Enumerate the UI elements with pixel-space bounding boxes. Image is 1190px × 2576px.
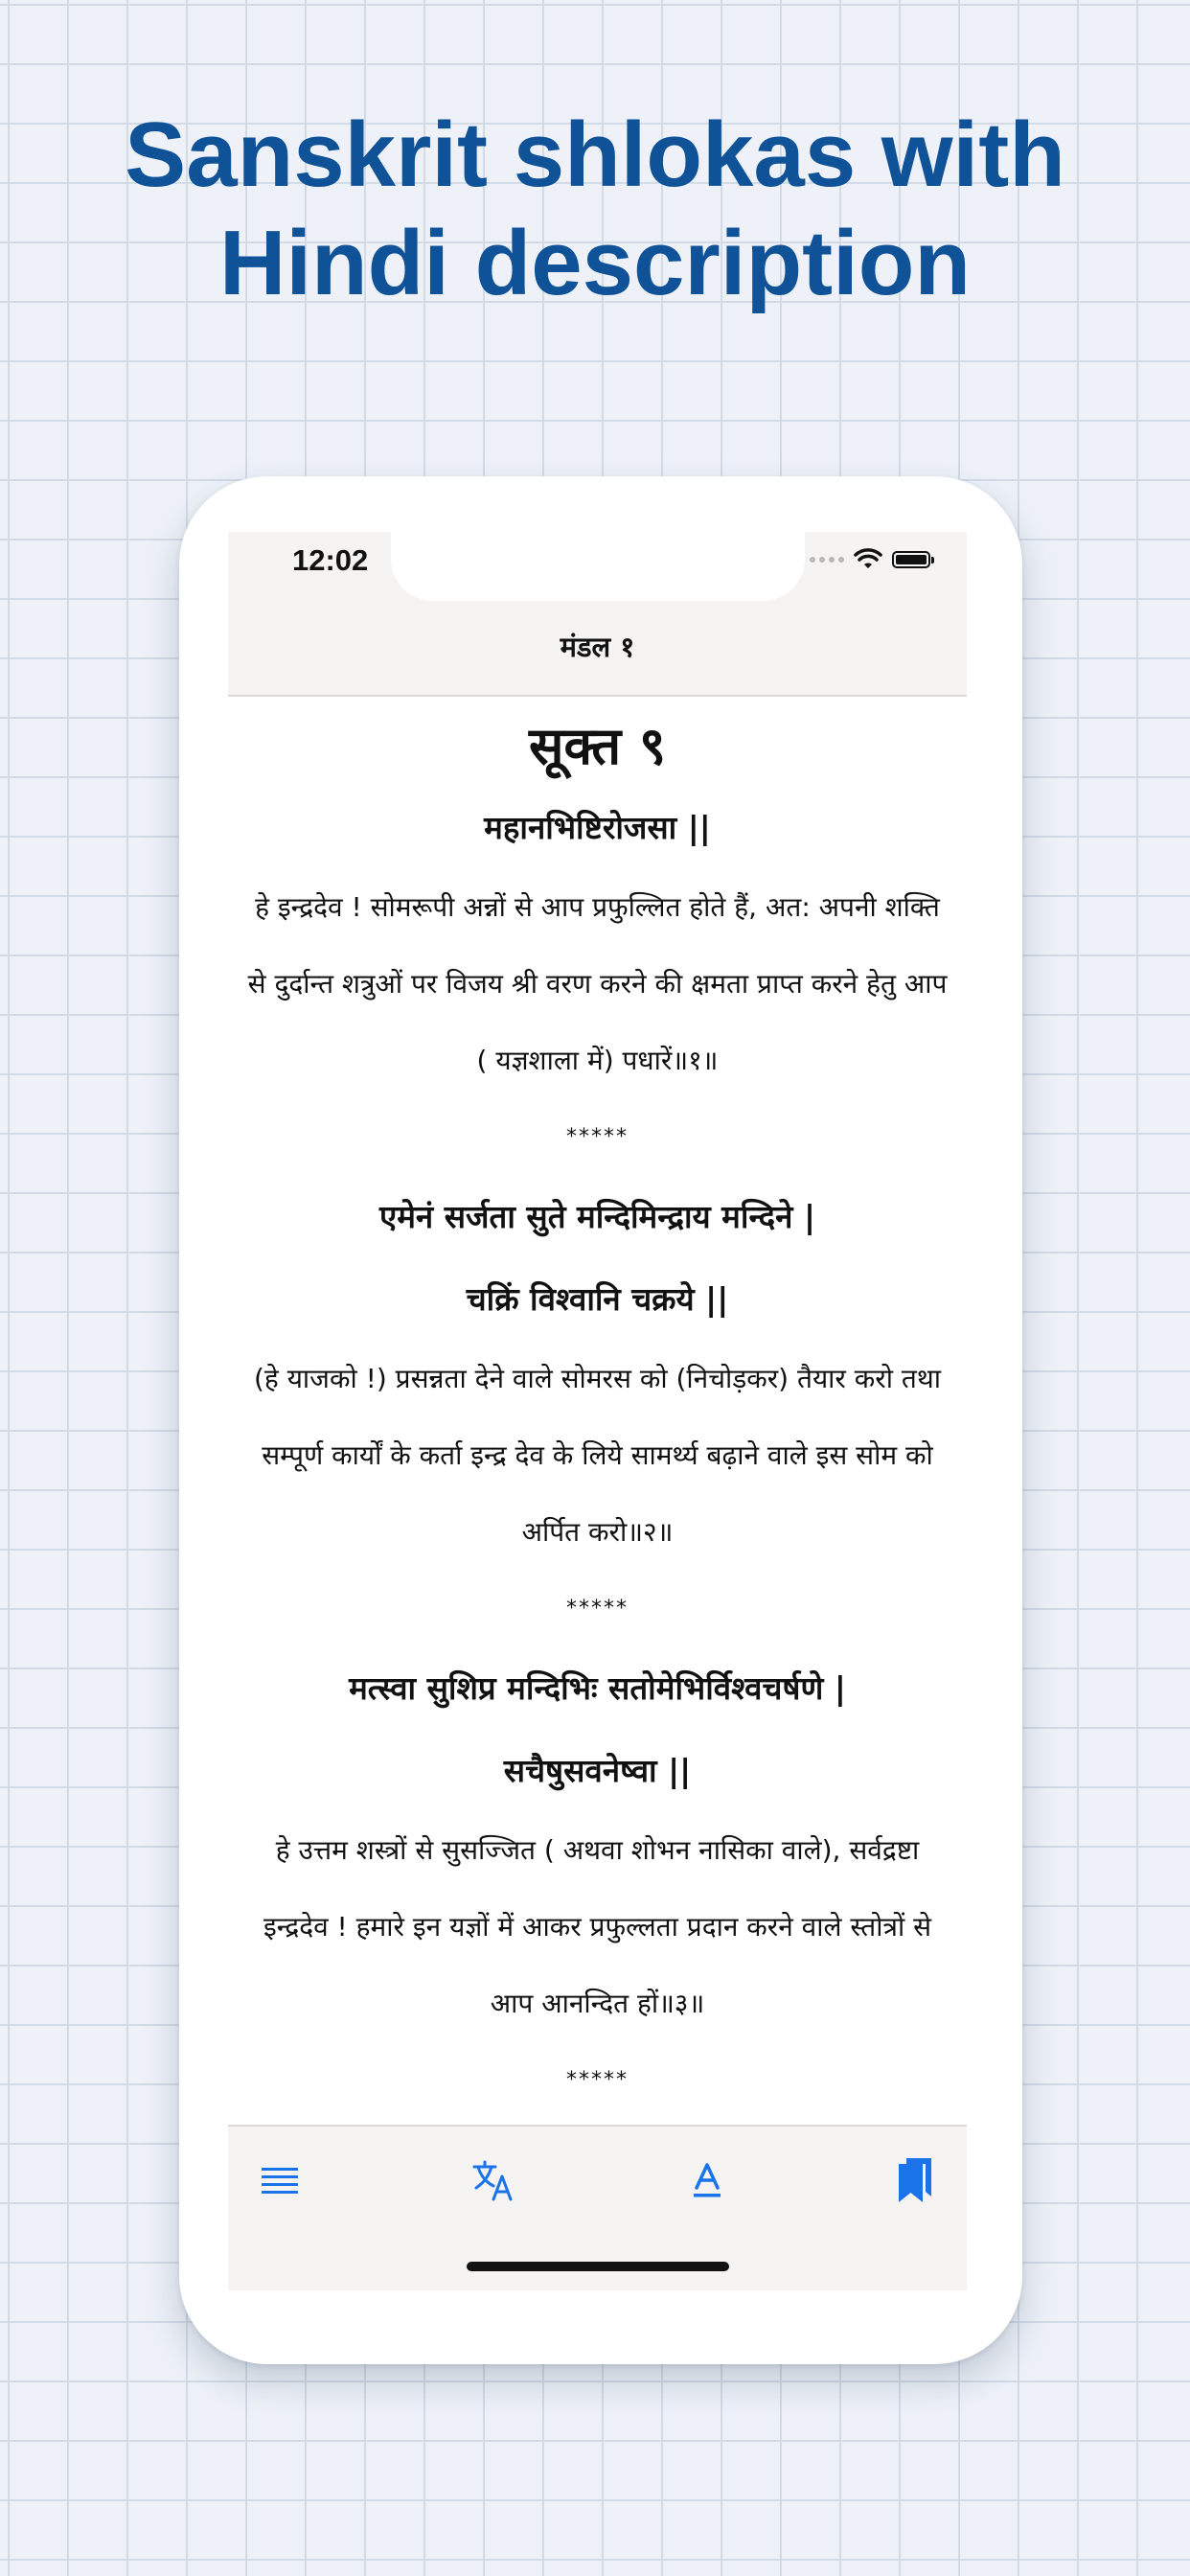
bookmarks-icon[interactable] [892, 2157, 938, 2203]
status-icons [810, 549, 930, 570]
verse-line: चक्रिं विश्वानि चक्रये || [466, 1280, 729, 1318]
separator: ***** [566, 1125, 629, 1149]
separator: ***** [566, 1597, 629, 1621]
description-line: हे उत्तम शस्त्रों से सुसज्जित ( अथवा शोभन नासिका वाले), सर्वद्रष्टा [275, 1834, 920, 1866]
verse-line: एमेनं सर्जता सुते मन्दिमिन्द्राय मन्दिने | [378, 1198, 816, 1235]
description-line: हे इन्द्रदेव ! सोमरूपी अन्नों से आप प्रफुल्लित होते हैं, अत: अपनी शक्ति [255, 891, 940, 923]
notch [391, 532, 805, 601]
home-indicator[interactable] [467, 2262, 729, 2271]
headline-line-1: Sanskrit shlokas with [125, 104, 1065, 206]
tab-bar [228, 2125, 967, 2290]
status-time: 12:02 [292, 543, 369, 577]
headline-line-2: Hindi description [218, 212, 972, 314]
description-line: से दुर्दान्त शत्रुओं पर विजय श्री वरण करने की क्षमता प्राप्त करने हेतु आप [247, 968, 948, 1000]
shloka-content[interactable] [228, 697, 967, 2092]
separator: ***** [566, 2068, 629, 2092]
wifi-icon [854, 549, 882, 570]
phone-screen [228, 532, 967, 2288]
signal-icon [810, 557, 844, 563]
verse-line: महानभिष्टिरोजसा || [484, 809, 711, 846]
description-line: ( यज्ञशाला में) पधारें॥१॥ [476, 1045, 719, 1076]
headline [0, 101, 1190, 317]
description-line: (हे याजको !) प्रसन्नता देने वाले सोमरस को (निचोड़कर) तैयार करो तथा [254, 1363, 941, 1394]
description-line: इन्द्रदेव ! हमारे इन यज्ञों में आकर प्रफुल्लता प्रदान करने वाले स्तोत्रों से [263, 1911, 932, 1943]
sukta-title: सूक्त ९ [528, 716, 667, 776]
description-line: सम्पूर्ण कार्यों के कर्ता इन्द्र देव के लिये सामर्थ्य बढ़ाने वाले इस सोम को [262, 1439, 933, 1471]
description-line: आप आनन्दित हों॥३॥ [490, 1988, 705, 2019]
description-line: अर्पित करो॥२॥ [521, 1516, 674, 1548]
battery-icon [892, 551, 930, 568]
nav-title: मंडल १ [560, 631, 635, 663]
translate-icon[interactable] [470, 2157, 516, 2203]
verse-line: सचैषुसवनेष्वा || [503, 1752, 692, 1789]
list-icon[interactable] [257, 2157, 303, 2203]
verse-line: मत्स्वा सुशिप्र मन्दिभिः सतोमेभिर्विश्वचर्षणे | [349, 1669, 846, 1707]
font-size-icon[interactable] [684, 2157, 730, 2203]
navigation-bar [228, 532, 967, 697]
